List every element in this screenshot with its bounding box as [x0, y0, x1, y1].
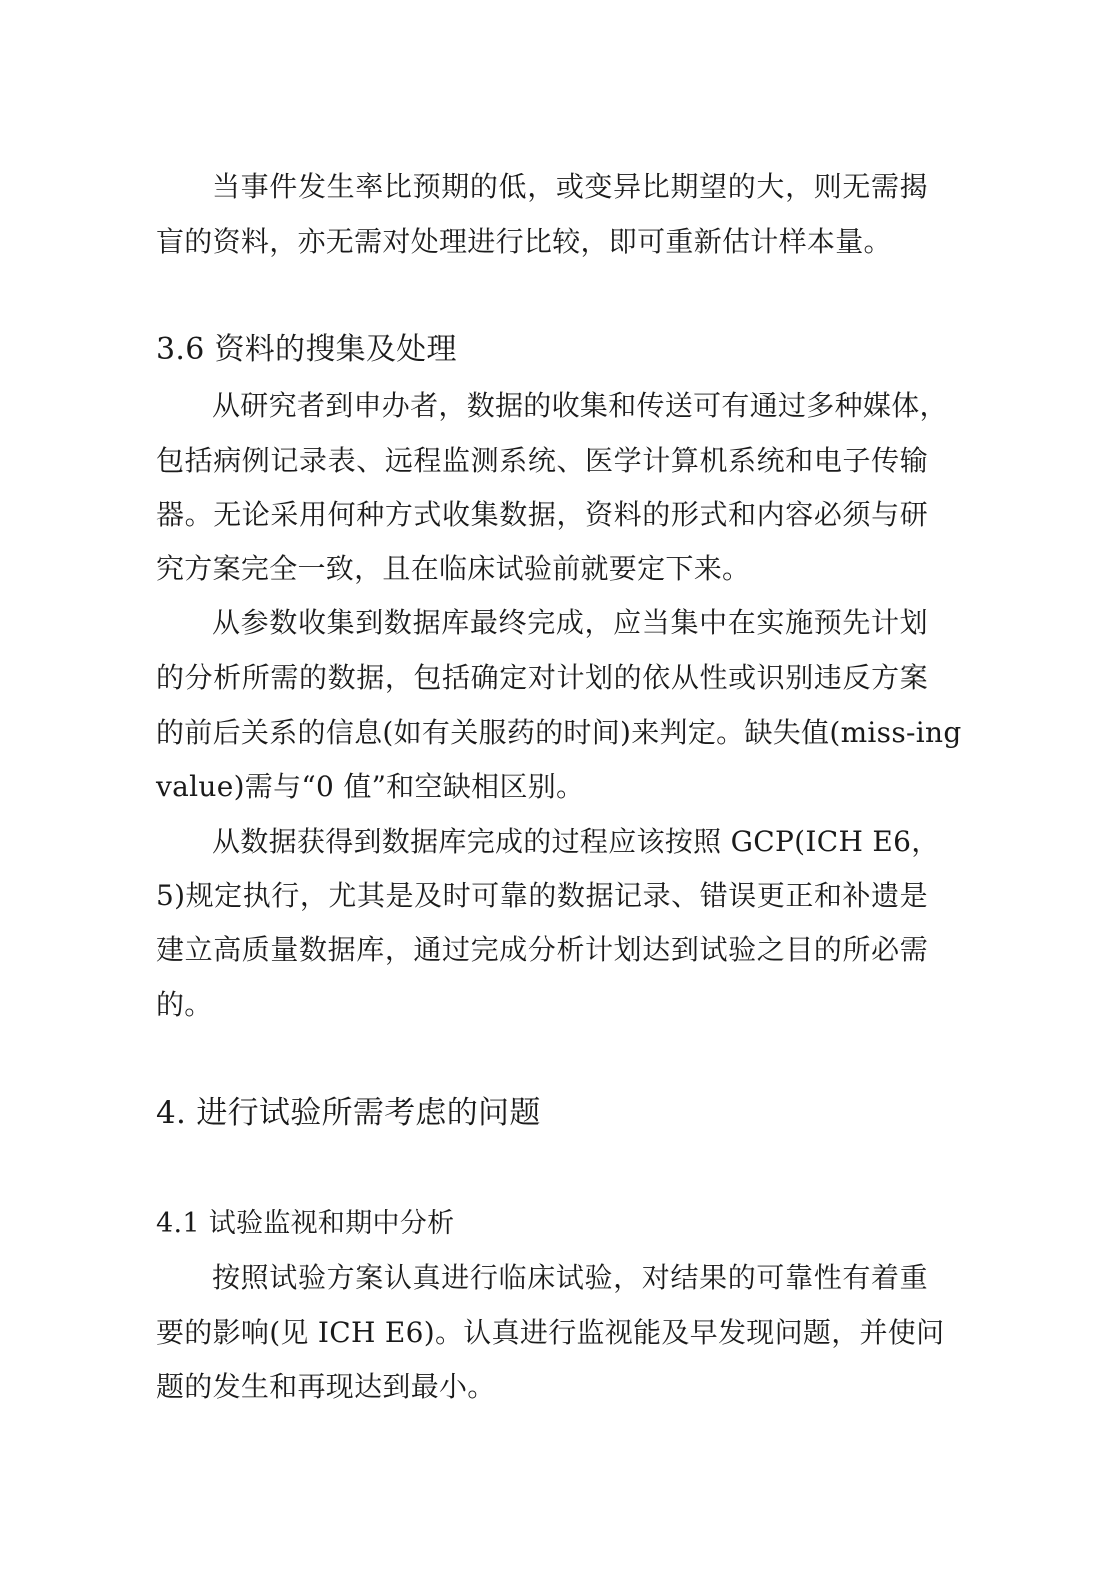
paragraph-line: 从研究者到申办者，数据的收集和传送可有通过多种媒体，: [212, 389, 948, 422]
paragraph-line: 从参数收集到数据库最终完成，应当集中在实施预先计划: [212, 606, 928, 639]
section-heading-3-6: 3.6 资料的搜集及处理: [156, 332, 457, 367]
section-heading-4: 4. 进行试验所需考虑的问题: [156, 1095, 541, 1131]
paragraph-line: 究方案完全一致，且在临床试验前就要定下来。: [156, 552, 751, 585]
paragraph-line: 题的发生和再现达到最小。: [156, 1370, 496, 1403]
paragraph-line: 当事件发生率比预期的低，或变异比期望的大，则无需揭: [212, 170, 928, 203]
paragraph-line: 器。无论采用何种方式收集数据，资料的形式和内容必须与研: [156, 498, 928, 531]
paragraph-line: 建立高质量数据库，通过完成分析计划达到试验之目的所必需: [156, 933, 928, 966]
paragraph-line: 从数据获得到数据库完成的过程应该按照 GCP(ICH E6，: [212, 825, 940, 858]
section-heading-4-1: 4.1 试验监视和期中分析: [156, 1208, 455, 1239]
paragraph-line: 包括病例记录表、远程监测系统、医学计算机系统和电子传输: [156, 444, 928, 477]
paragraph-line: 盲的资料，亦无需对处理进行比较，即可重新估计样本量。: [156, 225, 892, 258]
paragraph-line: 的。: [156, 988, 213, 1021]
paragraph-line: 要的影响(见 ICH E6)。认真进行监视能及早发现问题，并使问: [156, 1316, 945, 1349]
paragraph-line: 的前后关系的信息(如有关服药的时间)来判定。缺失值(miss-ing: [156, 716, 962, 749]
paragraph-line: 5)规定执行，尤其是及时可靠的数据记录、错误更正和补遗是: [156, 879, 928, 912]
paragraph-line: value)需与“0 值”和空缺相区别。: [156, 770, 585, 803]
paragraph-line: 的分析所需的数据，包括确定对计划的依从性或识别违反方案: [156, 661, 928, 694]
paragraph-line: 按照试验方案认真进行临床试验，对结果的可靠性有着重: [212, 1261, 928, 1294]
